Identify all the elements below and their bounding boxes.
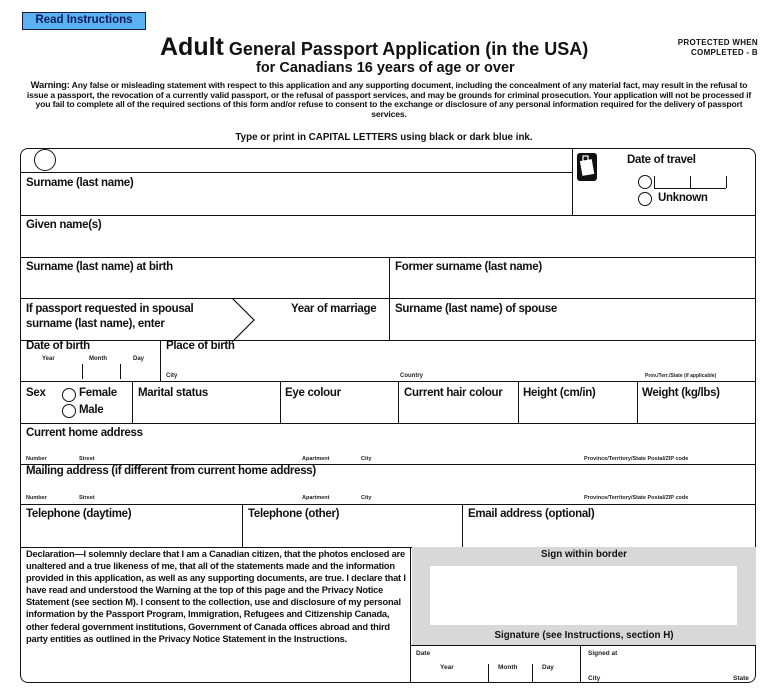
divider xyxy=(20,504,756,505)
signature-date-input[interactable] xyxy=(416,670,578,684)
divider xyxy=(580,645,581,683)
warning-text xyxy=(26,80,752,119)
arrow-chevron-icon xyxy=(228,298,258,342)
warning-body: Any false or misleading statement with respect to this application and any supporting document, including the concealment of any material fact, may result in the refusal to issue a passport, the revocation of a currently valid passport, or the refusal of passport services, and may be grounds for criminal prosecution. Your application will not be processed if you fail to complete all of the required sections of this form and/or refuse to consent to the exchange or disclosure of any personal information required for the delivery of passport services. xyxy=(26,80,752,119)
unknown-label: Unknown xyxy=(658,192,708,204)
home-number-label: Number xyxy=(26,456,47,462)
signed-at-input[interactable] xyxy=(588,660,752,676)
home-city-label: City xyxy=(361,456,372,462)
divider xyxy=(20,381,756,382)
photo-marker-circle xyxy=(34,149,56,171)
divider xyxy=(160,340,161,382)
mail-street-label: Street xyxy=(79,495,95,501)
divider xyxy=(410,645,756,646)
divider xyxy=(132,381,133,423)
protected-line1: PROTECTED WHEN xyxy=(677,38,758,47)
mailing-address-label: Mailing address (if different from current home address) xyxy=(26,465,316,477)
telephone-other-label: Telephone (other) xyxy=(248,508,340,520)
hair-colour-input[interactable] xyxy=(404,403,520,421)
signature-box[interactable] xyxy=(430,566,737,625)
luggage-icon xyxy=(577,153,597,181)
sex-label: Sex xyxy=(26,387,46,399)
page-subtitle: for Canadians 16 years of age or over xyxy=(256,60,515,76)
declaration-label: Declaration xyxy=(26,549,75,559)
marital-status-input[interactable] xyxy=(138,403,280,421)
height-input[interactable] xyxy=(523,403,637,421)
spousal-label-line1: If passport requested in spousal xyxy=(26,303,194,315)
divider xyxy=(572,148,573,215)
sign-within-border-label: Sign within border xyxy=(541,549,627,560)
date-of-birth-label: Date of birth xyxy=(26,340,90,352)
pob-prov-label: Prov./Terr./State (if applicable) xyxy=(645,373,717,379)
year-of-marriage-label: Year of marriage xyxy=(291,303,377,315)
telephone-other-input[interactable] xyxy=(248,523,460,543)
divider xyxy=(242,504,243,547)
protected-notice xyxy=(662,38,758,58)
signed-at-label: Signed at xyxy=(588,650,618,657)
place-of-birth-input[interactable] xyxy=(166,356,755,374)
warning-label: Warning: xyxy=(30,79,70,90)
divider xyxy=(462,504,463,547)
height-label: Height (cm/in) xyxy=(523,387,596,399)
sign-date-label: Date xyxy=(416,650,431,657)
female-radio[interactable] xyxy=(62,388,76,402)
declaration-body: —I solemnly declare that I am a Canadian citizen, that the photos enclosed are unaltered and a true likeness of me, that all of the statements made and the information provided in this application, as well as any supporting documents, are true. I declare that I have read and understood the Warning at the top of this page and the Privacy Notice Statement (see section M). I consent to the collection, use and disclosure of my personal information by the Passport Program, Immigration, Refugees and Citizenship Canada, other federal government institutions, Government of Canada offices abroad and third party entities as outlined in the Privacy Notice Statement in the Instructions. xyxy=(26,549,406,644)
surname-at-birth-label: Surname (last name) at birth xyxy=(26,261,173,273)
email-label: Email address (optional) xyxy=(468,508,595,520)
spousal-label-line2: surname (last name), enter xyxy=(26,318,165,330)
mail-prov-postal-label: Province/Territory/State Postal/ZIP code xyxy=(584,495,689,501)
male-radio[interactable] xyxy=(62,404,76,418)
date-of-travel-label: Date of travel xyxy=(627,154,696,166)
divider xyxy=(20,257,756,258)
telephone-daytime-input[interactable] xyxy=(26,523,240,543)
title-rest: General Passport Application (in the USA) xyxy=(223,39,589,59)
date-of-travel-input[interactable] xyxy=(656,175,728,189)
capital-letters-instruction: Type or print in CAPITAL LETTERS using black or dark blue ink. xyxy=(235,132,533,143)
given-names-input[interactable] xyxy=(26,234,750,256)
divider xyxy=(20,340,756,341)
mail-number-label: Number xyxy=(26,495,47,501)
signature-label: Signature (see Instructions, section H) xyxy=(494,630,674,641)
home-prov-postal-label: Province/Territory/State Postal/ZIP code xyxy=(584,456,689,462)
dob-year-label: Year xyxy=(42,356,55,362)
weight-label: Weight (kg/lbs) xyxy=(642,387,720,399)
email-input[interactable] xyxy=(468,523,754,543)
place-of-birth-label: Place of birth xyxy=(166,340,235,352)
year-of-marriage-input[interactable] xyxy=(291,318,389,338)
surname-input[interactable] xyxy=(26,192,570,214)
signed-city-label: City xyxy=(588,675,601,682)
signed-state-label: State xyxy=(733,675,749,682)
eye-colour-label: Eye colour xyxy=(285,387,341,399)
divider xyxy=(389,257,390,341)
declaration-text xyxy=(26,548,410,645)
protected-line2: COMPLETED - B xyxy=(690,48,758,57)
home-address-label: Current home address xyxy=(26,427,143,439)
dob-day-label: Day xyxy=(133,356,145,362)
former-surname-input[interactable] xyxy=(395,276,754,298)
divider xyxy=(637,381,638,423)
sign-year-label: Year xyxy=(440,664,454,671)
divider xyxy=(398,381,399,423)
home-apartment-label: Apartment xyxy=(302,456,330,462)
title-adult: Adult xyxy=(160,33,224,61)
divider xyxy=(654,176,655,188)
divider xyxy=(20,215,756,216)
female-label: Female xyxy=(79,387,117,399)
divider xyxy=(280,381,281,423)
surname-at-birth-input[interactable] xyxy=(26,276,390,298)
divider xyxy=(20,298,756,299)
marital-status-label: Marital status xyxy=(138,387,208,399)
telephone-daytime-label: Telephone (daytime) xyxy=(26,508,132,520)
unknown-travel-radio[interactable] xyxy=(638,192,652,206)
eye-colour-input[interactable] xyxy=(285,403,399,421)
mail-city-label: City xyxy=(361,495,372,501)
sign-day-label: Day xyxy=(542,664,554,671)
page-title xyxy=(160,33,630,62)
pob-city-label: City xyxy=(166,373,178,379)
mail-apartment-label: Apartment xyxy=(302,495,330,501)
male-label: Male xyxy=(79,404,104,416)
read-instructions-button[interactable]: Read Instructions xyxy=(22,12,146,30)
divider xyxy=(20,423,756,424)
former-surname-label: Former surname (last name) xyxy=(395,261,542,273)
spouse-surname-label: Surname (last name) of spouse xyxy=(395,303,557,315)
sign-month-label: Month xyxy=(498,664,518,671)
divider xyxy=(20,172,572,173)
surname-label: Surname (last name) xyxy=(26,177,134,189)
hair-colour-label: Current hair colour xyxy=(404,387,503,399)
divider xyxy=(518,381,519,423)
divider xyxy=(410,547,411,683)
spouse-surname-input[interactable] xyxy=(395,318,754,338)
dob-month-label: Month xyxy=(89,356,107,362)
pob-country-label: Country xyxy=(400,373,423,379)
date-of-travel-radio[interactable] xyxy=(638,175,652,189)
home-address-input[interactable] xyxy=(26,441,750,457)
date-of-birth-input[interactable] xyxy=(26,364,160,380)
weight-input[interactable] xyxy=(642,403,756,421)
given-names-label: Given name(s) xyxy=(26,219,102,231)
home-street-label: Street xyxy=(79,456,95,462)
